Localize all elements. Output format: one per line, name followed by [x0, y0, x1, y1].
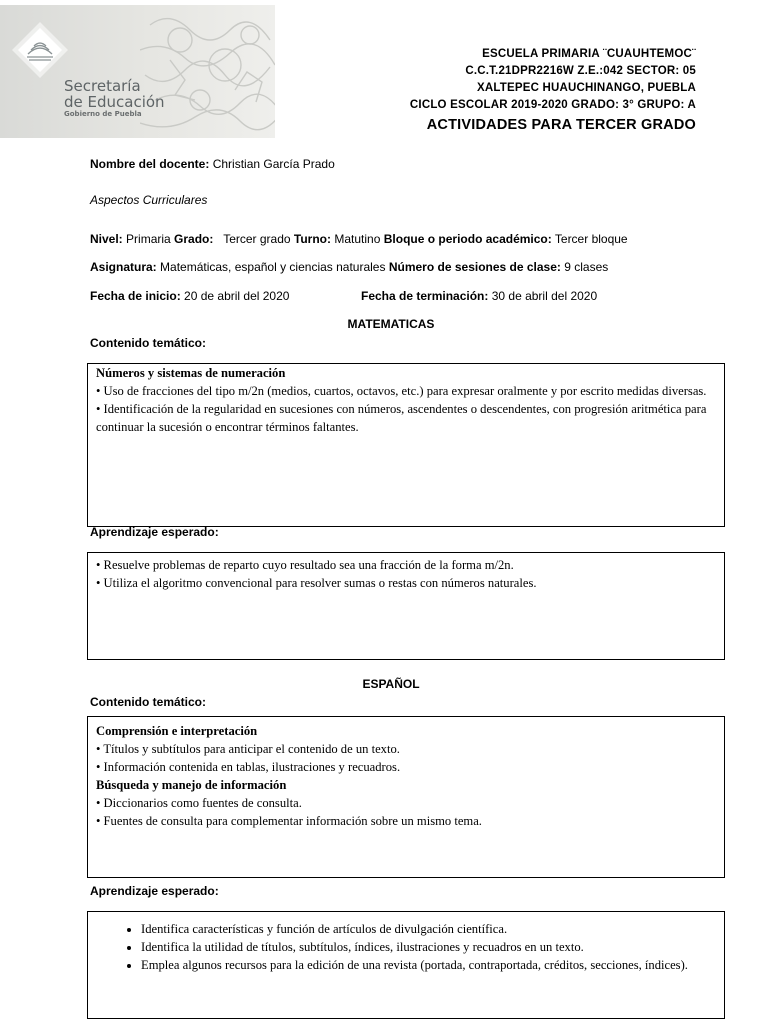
spanish-learning-label: Aprendizaje esperado: — [90, 884, 219, 898]
list-item: • Diccionarios como fuentes de consulta. — [96, 796, 302, 810]
list-item: • Emplea algunos recursos para la edición de una revista (portada, contraportada, créditos, secciones, índices). — [141, 956, 716, 974]
secretaria-educacion-logo — [0, 5, 275, 138]
spanish-learning-box — [87, 911, 725, 1019]
list-item: • Resuelve problemas de reparto cuyo resultado sea una fracción de la forma m/2n. — [96, 558, 514, 572]
math-content-heading: Números y sistemas de numeración — [96, 366, 286, 380]
teacher-line: Nombre del docente: Christian García Prado — [90, 157, 335, 171]
spanish-content-box — [87, 716, 725, 878]
list-item: • Identifica características y función de artículos de divulgación científica. — [141, 920, 716, 938]
school-location: XALTEPEC HUAUCHINANGO, PUEBLA — [477, 82, 696, 94]
list-item: • Información contenida en tablas, ilustraciones y recuadros. — [96, 760, 401, 774]
list-item: • Utiliza el algoritmo convencional para resolver sumas o restas con números naturales. — [96, 576, 537, 590]
teacher-name: Christian García Prado — [212, 157, 335, 171]
spanish-content-label: Contenido temático: — [90, 695, 206, 709]
school-name: ESCUELA PRIMARIA ¨CUAUHTEMOC¨ — [482, 48, 696, 60]
subject-line: Asignatura: Matemáticas, español y ciencias naturales Número de sesiones de clase: 9 clases — [90, 260, 609, 274]
school-cycle: CICLO ESCOLAR 2019-2020 GRADO: 3° GRUPO: A — [409, 99, 696, 111]
emblem-icon — [10, 20, 70, 82]
level-line: Nivel: Primaria Grado: Tercer grado Turno: Matutino Bloque o periodo académico: Tercer bloque — [90, 232, 628, 246]
math-content-label: Contenido temático: — [90, 336, 206, 350]
list-item: • Títulos y subtítulos para anticipar el contenido de un texto. — [96, 742, 400, 756]
math-title: MATEMATICAS — [347, 317, 435, 331]
school-header — [410, 46, 696, 136]
spanish-heading-1: Comprensión e interpretación — [96, 724, 258, 738]
list-item: • Identificación de la regularidad en sucesiones con números, ascendentes o descendentes, con progresión aritmética para continuar la sucesión o encontrar términos faltantes. — [96, 402, 707, 434]
math-learning-label: Aprendizaje esperado: — [90, 525, 219, 539]
list-item: • Uso de fracciones del tipo m/2n (medios, cuartos, octavos, etc.) para expresar oralmente y por escrito medidas diversas. — [96, 384, 707, 398]
spanish-learning-list — [96, 920, 716, 974]
curricular-heading: Aspectos Curriculares — [90, 193, 208, 207]
logo-subtext: Gobierno de Puebla — [64, 110, 142, 118]
math-content-box — [87, 363, 725, 527]
start-date: Fecha de inicio: 20 de abril del 2020 — [90, 289, 290, 303]
spanish-title: ESPAÑOL — [362, 677, 420, 691]
list-item: • Fuentes de consulta para complementar información sobre un mismo tema. — [96, 814, 482, 828]
math-learning-box — [87, 552, 725, 660]
end-date: Fecha de terminación: 30 de abril del 2020 — [361, 289, 598, 303]
spanish-heading-2: Búsqueda y manejo de información — [96, 778, 287, 792]
school-cct: C.C.T.21DPR2216W Z.E.:042 SECTOR: 05 — [465, 65, 696, 77]
document-title: ACTIVIDADES PARA TERCER GRADO — [426, 117, 696, 133]
decorative-pattern — [140, 5, 275, 138]
logo-text: Secretaría de Educación — [64, 77, 165, 111]
list-item: • Identifica la utilidad de títulos, subtítulos, índices, ilustraciones y recuadros en un texto. — [141, 938, 716, 956]
